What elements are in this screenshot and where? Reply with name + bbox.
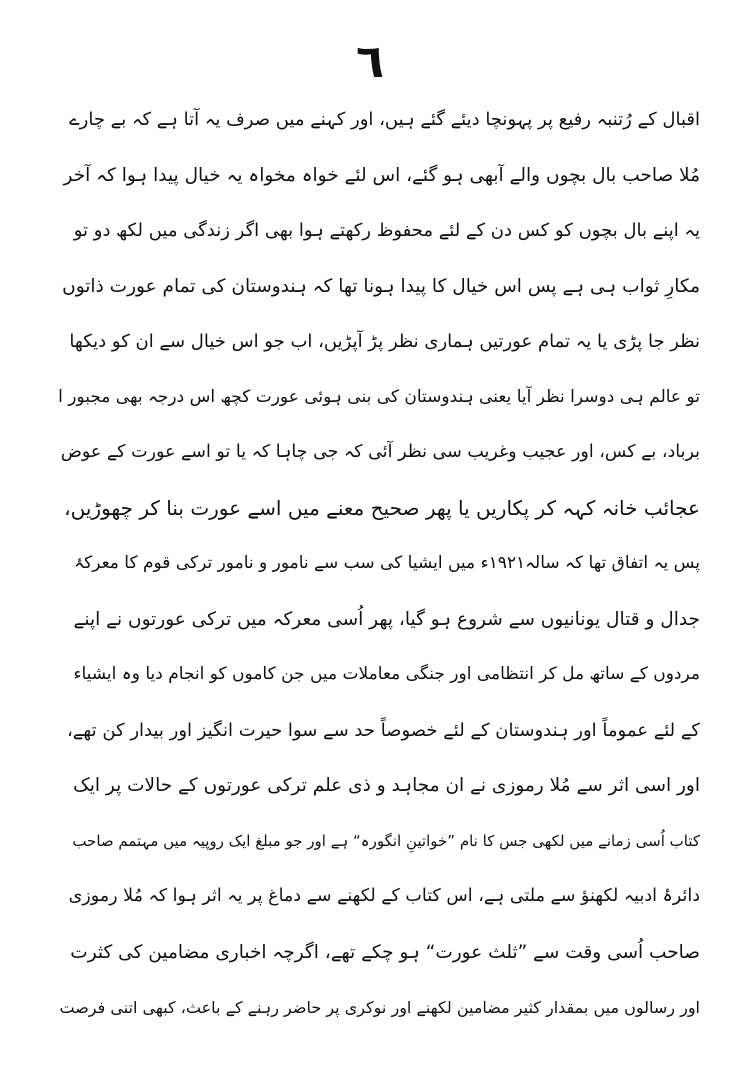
body-text: [58, 92, 700, 1036]
text-line: برباد، بے کس، اور عجیب وغریب سی نظر آئی کہ جی چاہا کہ یا تو اسے عورت کے عوض: [60, 442, 700, 462]
text-line: کے لئے عموماً اور ہندوستان کے لئے خصوصاً حد سے سوا حیرت انگیز اور بیدار کن تھے،: [66, 719, 700, 741]
text-line: نظر جا پڑی یا یہ تمام عورتیں ہماری نظر پڑ آپڑیں، اب جو اس خیال سے ان کو دیکھا: [69, 331, 700, 352]
page-number: ٦: [355, 34, 385, 88]
text-line: عجائب خانہ کہہ کر پکاریں یا پھر صحیح معنے میں اسے عورت بنا کر چھوڑیں،: [64, 495, 700, 520]
text-line: مکارِ ثواب ہی ہے پس اس خیال کا پیدا ہونا تھا کہ ہندوستان کی تمام عورت ذاتوں: [62, 275, 700, 297]
text-line: یہ اپنے بال بچوں کو کس دن کے لئے محفوظ رکھتے ہوا بھی اگر زندگی میں لکھ دو تو: [73, 220, 700, 241]
text-line: دائرۂ ادبیہ لکھنؤ سے ملتی ہے، اس کتاب کے لکھنے سے دماغ پر یہ اثر ہوا کہ مُلا رموزی: [68, 886, 700, 906]
text-line: مردوں کے ساتھ مل کر انتظامی اور جنگی معاملات میں جن کاموں کو انجام دیا وہ ایشیاء: [73, 664, 700, 684]
text-line: اور اسی اثر سے مُلا رموزی نے ان مجاہد و ذی علم ترکی عورتوں کے حالات پر ایک: [73, 775, 700, 796]
text-line: کتاب اُسی زمانے میں لکھی جس کا نام ”خواتینِ انگورہ“ ہے اور جو مبلغ ایک روپیہ میں مہتمم صاحب: [72, 831, 700, 850]
text-line: اقبال کے رُتنبہ رفیع پر پہونچا دیئے گئے ہیں، اور کہنے میں صرف یہ آتا ہے کہ بے چارے: [69, 109, 700, 130]
text-line: اور رسالوں میں بمقدار کثیر مضامین لکھنے اور نوکری پر حاضر رہنے کے باعث، کبھی اتنی فرصت: [59, 998, 700, 1017]
text-line: صاحب اُسی وقت سے ”ثلث عورت“ ہو چکے تھے، اگرچہ اخباری مضامین کی کثرت: [70, 941, 700, 963]
text-line: پس یہ اتفاق تھا کہ سالہ۱۹۲۱ء میں ایشیا کی سب سے نامور و نامور ترکی قوم کا معرکۂ: [74, 553, 700, 573]
text-line: جدال و قتال یونانیوں سے شروع ہو گیا، پھر اُسی معرکہ میں ترکی عورتوں نے اپنے: [73, 608, 700, 630]
text-line: تو عالم ہی دوسرا نظر آیا یعنی ہندوستان کی بنی ہوئی عورت کچھ اس درجہ بھی مجبور ا: [58, 386, 700, 407]
text-line: مُلا صاحب بال بچوں والے آبھی ہو گئے، اس لئے خواہ مخواہ یہ خیال پیدا ہوا کہ آخر: [63, 164, 700, 186]
